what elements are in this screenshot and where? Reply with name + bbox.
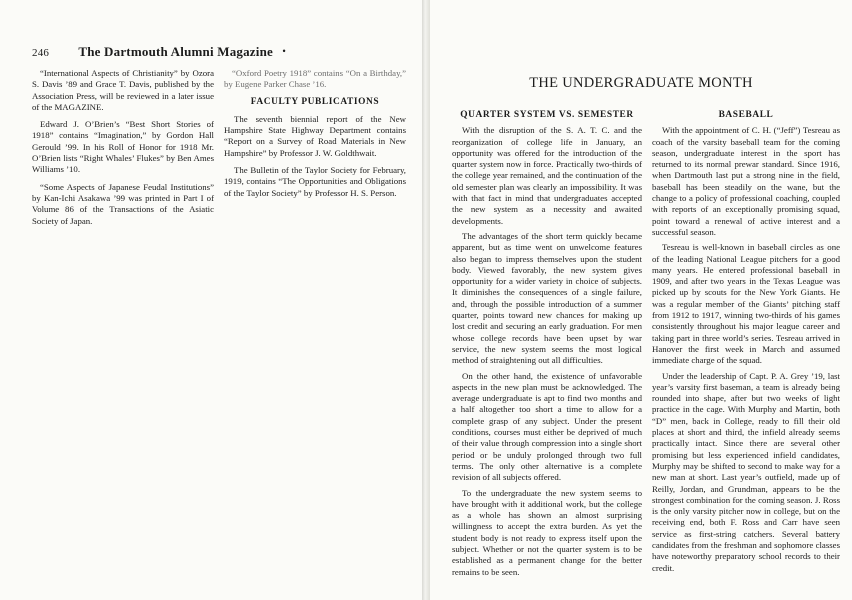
paragraph: With the disruption of the S. A. T. C. and the reorganization of college life in January, an opportunity was offered for the introduction of the quarter system now in force. Practically two-thirds of the college year remained, and the continuation of the old semester plan was clearly an impossibility. It was with that fact in mind that undergraduates accepted the new system as a necessity and awaited developments. (452, 125, 642, 226)
head-mark: • (282, 46, 286, 56)
paragraph: To the undergraduate the new system seems to have brought with it additional work, but the college as a whole has shown an almost surprising willingness to accept the extra burden. As yet the student body is not ready to express itself upon the subject. Whether or not the quarter system is to be established as a permanent change for the better remains to be seen. (452, 487, 642, 577)
baseball-heading: BASEBALL (718, 110, 774, 120)
running-header (32, 44, 362, 60)
paragraph: On the other hand, the existence of unfavorable aspects in the new plan must be acknowledged. The average undergraduate is apt to find two months and a half altogether too short a time to allow for a complete grasp of any subject. Under the present conditions, courses must either be deprived of much of their value through compression into a single short period or be unduly prolonged through two full terms. The only other alternative is a complete revision of all subjects offered. (452, 370, 642, 483)
paragraph: With the appointment of C. H. (“Jeff”) Tesreau as coach of the varsity baseball team for the coming season, undergraduate interest in the sport has returned to its normal prewar standard. Since 1916, when Dartmouth last put a strong nine in the field, baseball has been steadily on the wane, but the change to a policy of professional coaching, coupled with reports of an exceptionally promising squad, point toward a renewal of active interest and a successful season. (652, 125, 840, 237)
paragraph: Tesreau is well-known in baseball circles as one of the leading National League pitchers for a good many years. He entered professional baseball in 1909, and after two years in the Texas League was picked up by scouts for the New York Giants. He was a regular member of the Giants’ pitching staff from 1912 to 1917, winning two-thirds of his games consistently throughout his major league career and taking part in three world’s series. Tesreau arrived in Hanover the first week in March and assumed immediate charge of the squad. (652, 242, 840, 366)
right-page (430, 0, 852, 600)
faculty-publications-heading: FACULTY PUBLICATIONS (250, 96, 380, 107)
book-gutter (422, 0, 430, 600)
quarter-system-column (452, 110, 642, 582)
paragraph: “Some Aspects of Japanese Feudal Institutions” by Kan-Ichi Asakawa ’99 was printed in Part I of Volume 86 of the Transactions of the Asiatic Society of Japan. (32, 181, 214, 226)
running-head-title: The Dartmouth Alumni Magazine (78, 44, 273, 59)
paragraph: Edward J. O’Brien’s “Best Short Stories of 1918” contains “Imagination,” by Gordon Hall Gerould ’99. In his Roll of Honor for 1918 Mr. O’Brien lists “Right Whales’ Flukes” by Ben Ames Williams ’10. (32, 119, 214, 175)
paragraph: “International Aspects of Christianity” by Ozora S. Davis ’89 and Grace T. Davis, published by the Association Press, will be reviewed in a later issue of the MAGAZINE. (32, 68, 214, 112)
paragraph: The advantages of the short term quickly became apparent, but as time went on unwelcome features also began to impress themselves upon the student body. Viewed favorably, the new system gives opportunity for a wider variety in choice of subjects. It diminishes the consequences of a single failure, and, through the possible introduction of a summer quarter, points toward new chances for making up lost credit and securing an early graduation. For men whose college records have been upset by war service, the new system seems the most logical method of straightening out all difficulties. (452, 230, 642, 366)
left-column-2 (224, 68, 406, 205)
paragraph: Under the leadership of Capt. P. A. Grey ’19, last year’s varsity first baseman, a team is already being rounded into shape, after but two weeks of light practice in the cage. With Murphy and Martin, both “D” men, back in College, ready to fill their old places at short and third, the infield already seems practically intact. Since there are several other promising but less experienced infield candidates, Murphy may be shifted to second to make way for a new man at short. Last year’s outfield, made up of Reilly, Jordan, and Grundman, appears to be the strongest combination for the coming season. J. Ross is the only varsity pitcher now in college, but on the receiving end, both F. Ross and Carr have seen service as first-string catchers. Several battery candidates from the freshman and sophomore classes have noteworthy preparatory school records to their credit. (652, 370, 840, 573)
page-number: 246 (32, 47, 50, 59)
paragraph: The seventh biennial report of the New Hampshire State Highway Department contains “Report on a Survey of Road Materials in New Hampshire” by Professor J. W. Goldthwait. (224, 113, 406, 158)
paragraph: “Oxford Poetry 1918” contains “On a Birthday,” by Eugene Parker Chase ’16. (224, 68, 406, 90)
baseball-column (652, 110, 840, 578)
quarter-system-heading: QUARTER SYSTEM VS. SEMESTER (460, 110, 634, 120)
page-title: THE UNDERGRADUATE MONTH (529, 75, 753, 91)
paragraph: The Bulletin of the Taylor Society for February, 1919, contains “The Opportunities and Obligations of the Taylor Society” by Professor H. S. Person. (224, 165, 406, 198)
left-page (0, 0, 422, 600)
left-column-1 (32, 68, 214, 233)
